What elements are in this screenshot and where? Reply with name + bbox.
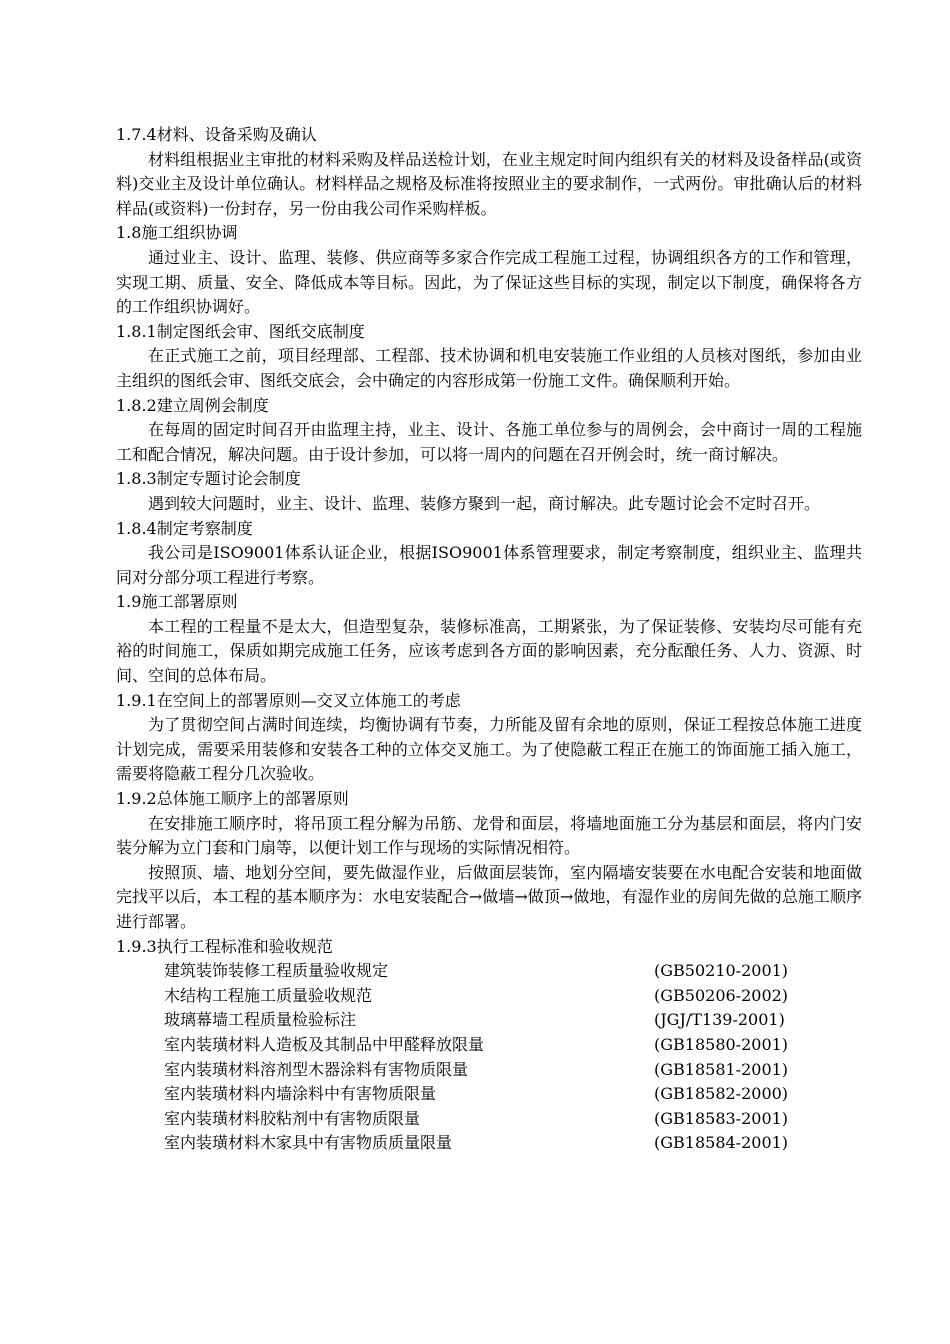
section-heading-1-8-2: 1.8.2建立周例会制度 [116, 395, 269, 415]
section-heading-1-9: 1.9施工部署原则 [116, 592, 238, 612]
standards-list [116, 959, 862, 1156]
standard-code: (GB18584-2001) [654, 1133, 789, 1153]
section-heading-1-8-3: 1.8.3制定专题讨论会制度 [116, 469, 301, 489]
paragraph-spatial-deployment: 为了贯彻空间占满时间连续，均衡协调有节奏，力所能及留有余地的原则，保证工程按总体施工进度计划完成，需要采用装修和安装各工种的立体交叉施工。为了使隐蔽工程正在施工的饰面施工插入施工，需要将隐蔽工程分几次验收。 [116, 715, 862, 784]
standard-item [116, 1058, 862, 1083]
standard-code: (GB50206-2002) [654, 985, 789, 1005]
paragraph-basic-order: 按照顶、墙、地划分空间，要先做湿作业，后做面层装饰，室内隔墙安装要在水电配合安装和地面做完找平以后，本工程的基本顺序为：水电安装配合→做墙→做顶→做地，有湿作业的房间先做的总施工顺序进行部署。 [116, 862, 862, 931]
standard-name: 室内装璜材料溶剂型木器涂料有害物质限量 [164, 1059, 469, 1079]
standard-item [116, 1008, 862, 1033]
paragraph-special-meeting: 遇到较大问题时，业主、设计、监理、装修方聚到一起，商讨解决。此专题讨论会不定时召开。 [148, 493, 821, 513]
section-heading-1-9-1: 1.9.1在空间上的部署原则—交叉立体施工的考虑 [116, 690, 461, 710]
paragraph-drawing-review: 在正式施工之前，项目经理部、工程部、技术协调和机电安装施工作业组的人员核对图纸，参加由业主组织的图纸会审、图纸交底会，会中确定的内容形成第一份施工文件。确保顺利开始。 [116, 346, 862, 390]
standard-name: 室内装璜材料胶粘剂中有害物质限量 [164, 1108, 421, 1128]
standard-item [116, 1131, 862, 1156]
section-heading-1-8-4: 1.8.4制定考察制度 [116, 518, 253, 538]
standard-item [116, 1033, 862, 1058]
standard-code: (GB18581-2001) [654, 1059, 789, 1079]
section-heading-1-9-3: 1.9.3执行工程标准和验收规范 [116, 936, 333, 956]
paragraph-inspection-system: 我公司是ISO9001体系认证企业，根据ISO9001体系管理要求，制定考察制度，组织业主、监理共同对分部分项工程进行考察。 [116, 543, 862, 587]
paragraph-deployment-principles: 本工程的工程量不是太大，但造型复杂，装修标准高，工期紧张，为了保证装修、安装均尽可能有充裕的时间施工，保质如期完成施工任务，应该考虑到各方面的影响因素，充分酝酿任务、人力、资源、时间、空间的总体布局。 [116, 616, 862, 686]
document-body [116, 123, 862, 1156]
standard-code: (GB50210-2001) [654, 961, 789, 981]
standard-name: 建筑装饰装修工程质量验收规定 [164, 961, 389, 981]
standard-name: 室内装璜材料木家具中有害物质质量限量 [164, 1133, 453, 1153]
section-heading-1-8: 1.8施工组织协调 [116, 223, 238, 243]
section-heading-1-8-1: 1.8.1制定图纸会审、图纸交底制度 [116, 321, 365, 341]
standard-code: (JGJ/T139-2001) [654, 1010, 785, 1030]
standard-item [116, 959, 862, 984]
standard-name: 室内装璜材料人造板及其制品中甲醛释放限量 [164, 1034, 485, 1054]
paragraph-weekly-meeting: 在每周的固定时间召开由监理主持，业主、设计、各施工单位参与的周例会，会中商讨一周的工程施工和配合情况，解决问题。由于设计参加，可以将一周内的问题在召开例会时，统一商讨解决。 [116, 420, 862, 464]
paragraph-construction-sequence: 在安排施工顺序时，将吊顶工程分解为吊筋、龙骨和面层，将墙地面施工分为基层和面层，将内门安装分解为立门套和门扇等，以便计划工作与现场的实际情况相符。 [116, 813, 862, 858]
section-heading-1-9-2: 1.9.2总体施工顺序上的部署原则 [116, 789, 349, 809]
standard-code: (GB18582-2000) [654, 1084, 789, 1104]
section-heading-1-7-4: 1.7.4材料、设备采购及确认 [116, 125, 317, 144]
standard-name: 木结构工程施工质量验收规范 [164, 985, 373, 1005]
standard-item [116, 1107, 862, 1132]
standard-code: (GB18583-2001) [654, 1108, 789, 1128]
standard-item [116, 984, 862, 1009]
standard-name: 室内装璜材料内墙涂料中有害物质限量 [164, 1084, 437, 1104]
paragraph-materials-procurement: 材料组根据业主审批的材料采购及样品送检计划，在业主规定时间内组织有关的材料及设备样品(或资料)交业主及设计单位确认。材料样品之规格及标准将按照业主的要求制作，一式两份。审批确认后的材料样品(或资料)一份封存，另一份由我公司作采购样板。 [116, 149, 862, 218]
standard-code: (GB18580-2001) [654, 1034, 789, 1054]
paragraph-organization-coordination: 通过业主、设计、监理、装修、供应商等多家合作完成工程施工过程，协调组织各方的工作和管理，实现工期、质量、安全、降低成本等目标。因此，为了保证这些目标的实现，制定以下制度，确保将各方的工作组织协调好。 [116, 247, 862, 317]
standard-item [116, 1082, 862, 1107]
standard-name: 玻璃幕墙工程质量检验标注 [164, 1010, 357, 1030]
